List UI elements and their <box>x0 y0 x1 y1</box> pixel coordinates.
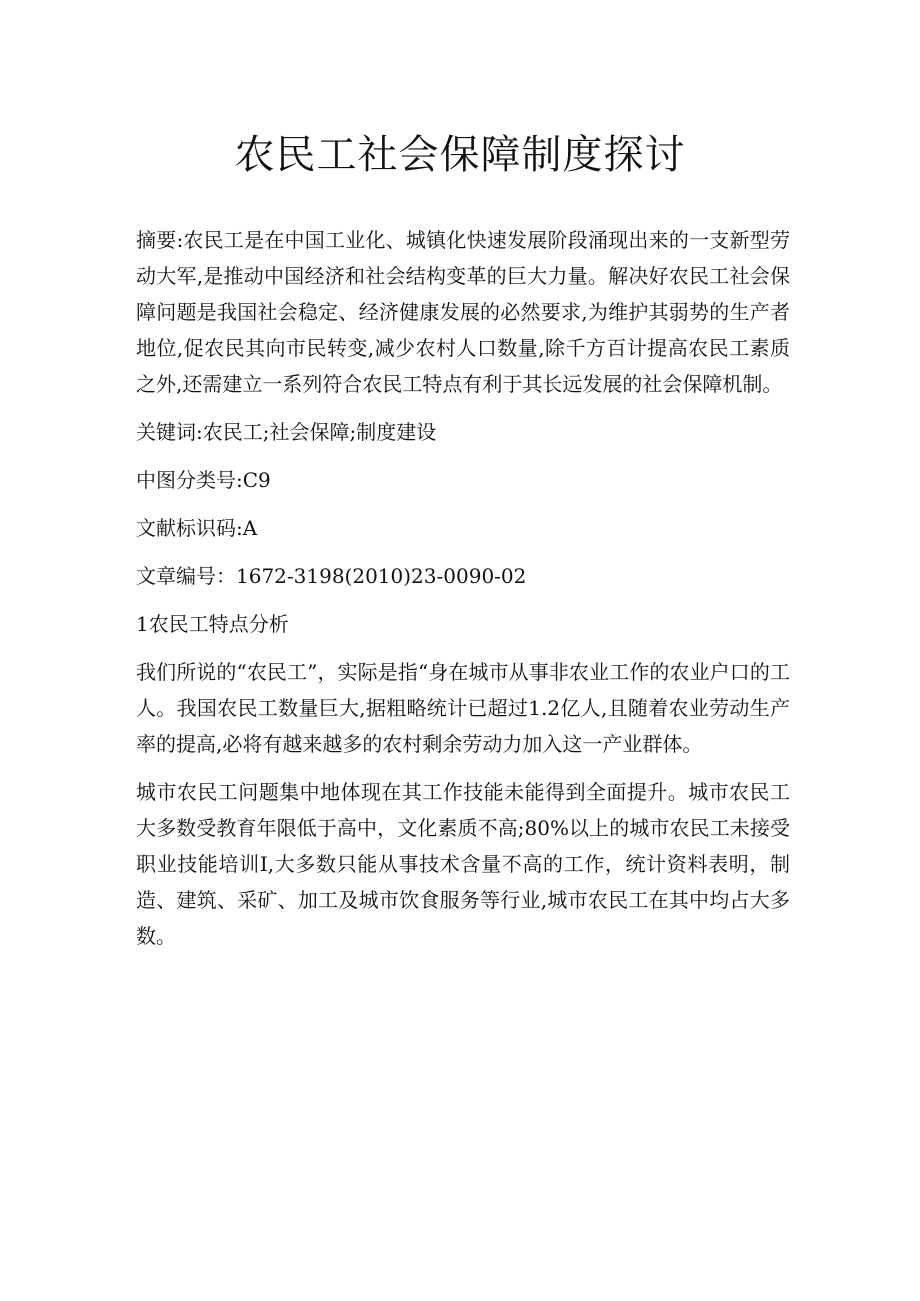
document-body <box>136 222 790 966</box>
keywords-line: 关键词:农民工;社会保障;制度建设 <box>136 420 437 444</box>
page-title: 农民工社会保障制度探讨 <box>234 132 686 178</box>
body-paragraph-2: 城市农民工问题集中地体现在其工作技能未能得到全面提升。城市农民工大多数受教育年限低于高中，文化素质不高;80%以上的城市农民工未接受职业技能培训I,大多数只能从事技术含量不高的工作，统计资料表明，制造、建筑、采矿、加工及城市饮食服务等行业,城市农民工在其中均占大多数。 <box>136 780 790 948</box>
article-number-line: 文章编号：1672-3198(2010)23-0090-02 <box>136 564 527 588</box>
document-code-line: 文献标识码:A <box>136 516 258 540</box>
clc-number-line: 中图分类号:C9 <box>136 468 271 492</box>
abstract-paragraph: 摘要:农民工是在中国工业化、城镇化快速发展阶段涌现出来的一支新型劳动大军,是推动中国经济和社会结构变革的巨大力量。解决好农民工社会保障问题是我国社会稳定、经济健康发展的必然要求,为维护其弱势的生产者地位,促农民其向市民转变,减少农村人口数量,除千方百计提高农民工素质之外,还需建立一系列符合农民工特点有利于其长远发展的社会保障机制。 <box>136 228 790 396</box>
section-heading: 1农民工特点分析 <box>136 612 289 636</box>
body-paragraph-1: 我们所说的“农民工”，实际是指“身在城市从事非农业工作的农业户口的工人。我国农民工数量巨大,据粗略统计已超过1.2亿人,且随着农业劳动生产率的提高,必将有越来越多的农村剩余劳动力加入这一产业群体。 <box>136 660 790 756</box>
